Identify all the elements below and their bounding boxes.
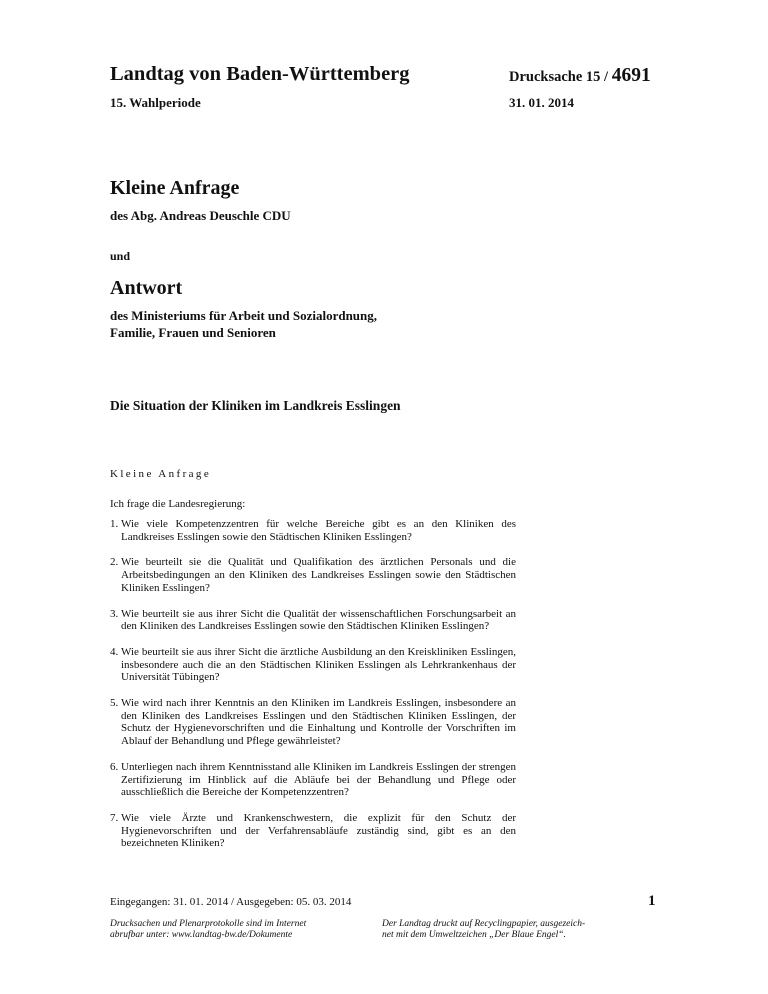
footer-note-line: net mit dem Umweltzeichen „Der Blaue Engel“.	[382, 930, 566, 940]
question-text: Wie beurteilt sie aus ihrer Sicht die Qualität der wissenschaftlichen Forschungsarbeit an den Kliniken des Landkreises Esslingen sowie den Städtischen Kliniken Esslingen?	[121, 607, 516, 633]
section-label: Kleine Anfrage	[110, 468, 212, 480]
question-text: Wie beurteilt sie die Qualität und Qualifikation des ärztlichen Personals und die Arbeitsbedingungen an den Kliniken des Landkreises Esslingen sowie den Städtischen Kliniken Esslingen?	[121, 556, 516, 594]
question-number: 4.	[110, 645, 119, 658]
footer-note-line: abrufbar unter: www.landtag-bw.de/Dokumente	[110, 930, 293, 940]
answer-heading: Antwort	[110, 277, 183, 299]
inquiry-heading: Kleine Anfrage	[110, 177, 240, 199]
page-number: 1	[648, 893, 656, 909]
conjunction: und	[110, 249, 131, 263]
question-item	[110, 646, 516, 684]
question-list	[110, 518, 516, 863]
question-item	[110, 761, 516, 799]
question-number: 3.	[110, 607, 119, 620]
question-text: Wie beurteilt sie aus ihrer Sicht die ärztliche Ausbildung an den Kreiskliniken Esslingen, insbesondere auch die an den Städtischen Kliniken Esslingen als Lehrkrankenhaus der Universität Tübingen?	[121, 645, 516, 684]
document-number	[509, 66, 651, 86]
document-number-value: 4691	[611, 65, 651, 86]
question-number: 2.	[110, 556, 119, 569]
ministry-name	[110, 307, 530, 341]
question-item	[110, 556, 516, 594]
received-dates: Eingegangen: 31. 01. 2014 / Ausgegeben: 05. 03. 2014	[110, 896, 352, 908]
question-item	[110, 812, 516, 850]
question-number: 6.	[110, 760, 119, 773]
parliament-title: Landtag von Baden-Württemberg	[110, 63, 410, 85]
document-date: 31. 01. 2014	[509, 95, 574, 110]
question-number: 1.	[110, 518, 119, 530]
intro-text: Ich frage die Landesregierung:	[110, 498, 246, 510]
footer-note-right	[382, 919, 652, 941]
question-number: 5.	[110, 697, 119, 710]
question-text: Wie viele Ärzte und Krankenschwestern, die explizit für den Schutz der Hygienevorschriften und der Verfahrensabläufe zuständig sind, gibt es an den bezeichneten Kliniken?	[121, 811, 516, 850]
question-text: Wie wird nach ihrer Kenntnis an den Kliniken im Landkreis Esslingen, insbesondere an den Kliniken des Landkreises Esslingen und den Städtischen Kliniken Esslingen, der Schutz der Hygienevorschriften und die Einhaltung und Kontrolle der Vorschriften im Ablauf der Behandlung und Pflege gewährleistet?	[121, 697, 516, 748]
footer-note-line: Der Landtag druckt auf Recyclingpapier, ausgezeich-	[382, 919, 586, 929]
footer-note-left	[110, 919, 350, 941]
question-text: Unterliegen nach ihrem Kenntnisstand alle Kliniken im Landkreis Esslingen der strengen Zertifizierung im Hinblick auf die Abläufe bei der Behandlung und Pflege oder ausschließlich die Bereiche der Kompetenzzentren?	[121, 760, 516, 799]
question-text: Wie viele Kompetenzzentren für welche Bereiche gibt es an den Kliniken des Landkreises Esslingen sowie den Städtischen Kliniken Esslingen?	[121, 518, 516, 543]
document-number-prefix: Drucksache 15 /	[509, 69, 609, 85]
ministry-line: des Ministeriums für Arbeit und Sozialordnung,	[110, 308, 378, 323]
question-item	[110, 608, 516, 633]
question-number: 7.	[110, 811, 119, 824]
ministry-line: Familie, Frauen und Senioren	[110, 325, 276, 340]
question-item	[110, 518, 516, 543]
legislative-period: 15. Wahlperiode	[110, 95, 201, 110]
footer-note-line: Drucksachen und Plenarprotokolle sind im Internet	[110, 919, 307, 929]
question-item	[110, 697, 516, 748]
subject-title: Die Situation der Kliniken im Landkreis Esslingen	[110, 398, 401, 413]
inquiry-author: des Abg. Andreas Deuschle CDU	[110, 208, 291, 223]
